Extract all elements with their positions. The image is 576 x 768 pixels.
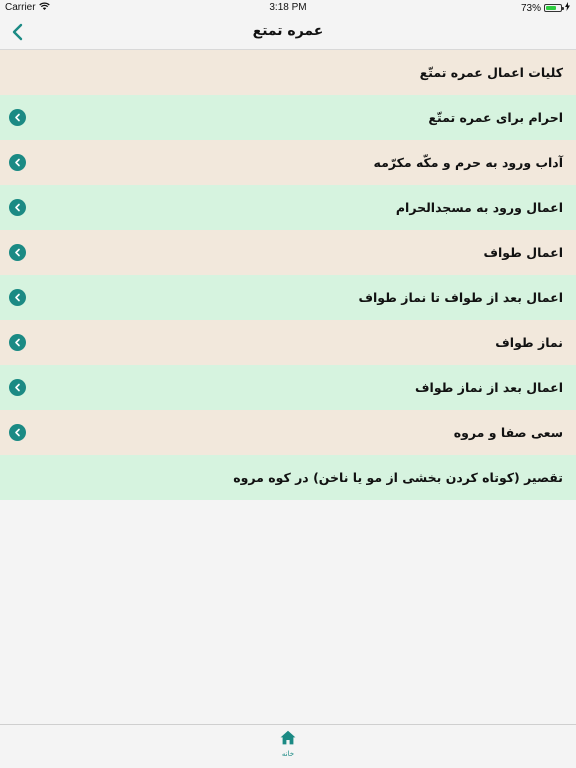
page-title: عمره تمتع (252, 23, 324, 39)
chevron-left-circle-icon[interactable] (9, 244, 26, 261)
list-item-label: اعمال بعد از طواف تا نماز طواف (358, 290, 563, 305)
charging-icon (565, 2, 570, 14)
list-item-sai[interactable] (0, 410, 576, 455)
chevron-left-circle-icon[interactable] (9, 424, 26, 441)
list-item-label: تقصیر (کوتاه کردن بخشی از مو یا ناخن) در کوه مروه (233, 470, 563, 485)
status-bar (0, 0, 576, 16)
list-item-after-tawaf[interactable] (0, 275, 576, 320)
list-item-taqsir[interactable] (0, 455, 576, 500)
chevron-left-circle-icon[interactable] (9, 109, 26, 126)
carrier-label: Carrier (5, 2, 36, 13)
list-item-label: اعمال طواف (483, 245, 563, 260)
chevron-left-circle-icon[interactable] (9, 154, 26, 171)
list-item-after-prayer[interactable] (0, 365, 576, 410)
tab-bar (0, 724, 576, 768)
list-item-entering-masjid[interactable] (0, 185, 576, 230)
list-item-tawaf-prayer[interactable] (0, 320, 576, 365)
topics-list (0, 50, 576, 500)
list-item-ihram[interactable] (0, 95, 576, 140)
home-icon (280, 730, 296, 745)
chevron-left-circle-icon[interactable] (9, 379, 26, 396)
status-right (521, 2, 570, 14)
list-item-label: نماز طواف (495, 335, 563, 350)
chevron-left-circle-icon[interactable] (9, 289, 26, 306)
battery-icon (544, 4, 562, 12)
tab-home-label: خانه (281, 750, 295, 758)
list-item-label: اعمال بعد از نماز طواف (415, 380, 563, 395)
chevron-left-circle-icon[interactable] (9, 199, 26, 216)
list-item-tawaf[interactable] (0, 230, 576, 275)
list-item-label: سعی صفا و مروه (453, 425, 563, 440)
battery-percent: 73% (520, 2, 541, 14)
chevron-left-circle-icon[interactable] (9, 334, 26, 351)
list-item-label: آداب ورود به حرم و مکّه مکرّمه (373, 155, 563, 170)
list-item-overview[interactable] (0, 50, 576, 95)
list-item-label: احرام برای عمره تمتّع (428, 110, 563, 125)
tab-home[interactable] (268, 730, 308, 766)
navigation-bar (0, 16, 576, 50)
status-time: 3:18 PM (269, 2, 307, 13)
list-item-label: اعمال ورود به مسجدالحرام (395, 200, 563, 215)
list-item-label: کلیات اعمال عمره تمتّع (419, 65, 563, 80)
list-item-entering-haram[interactable] (0, 140, 576, 185)
